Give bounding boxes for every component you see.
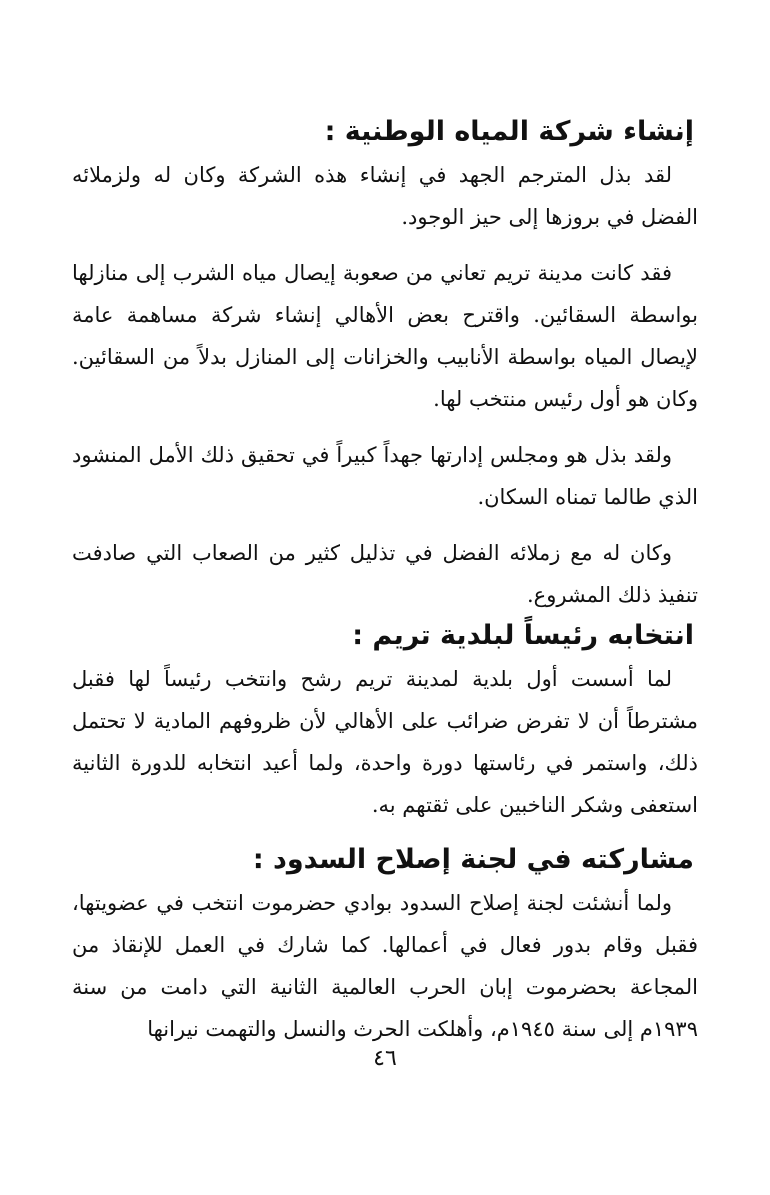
paragraph: ولقد بذل هو ومجلس إدارتها جهداً كبيراً في تحقيق ذلك الأمل المنشود الذي طالما تمناه السكان. <box>72 443 698 509</box>
paragraph: وكان له مع زملائه الفضل في تذليل كثير من الصعاب التي صادفت تنفيذ ذلك المشروع. <box>72 541 698 607</box>
paragraph: فقد كانت مدينة تريم تعاني من صعوبة إيصال مياه الشرب إلى منازلها بواسطة السقائين. واقترح بعض الأهالي إنشاء شركة مساهمة عامة لإيصال المياه بواسطة الأنابيب والخزانات إلى المنازل بدلاً من السقائين. وكان هو أول رئيس منتخب لها. <box>72 261 698 411</box>
page-number: ٤٦ <box>373 1046 397 1071</box>
book-page <box>72 112 698 1050</box>
section-heading-municipality: انتخابه رئيساً لبلدية تريم : <box>352 620 694 651</box>
paragraph: ولما أنشئت لجنة إصلاح السدود بوادي حضرموت انتخب في عضويتها، فقبل وقام بدور فعال في أعمالها. كما شارك في العمل للإنقاذ من المجاعة بحضرموت إبان الحرب العالمية الثانية التي دامت من سنة ١٩٣٩م إلى سنة ١٩٤٥م، وأهلكت الحرث والنسل والتهمت نيرانها <box>72 891 698 1041</box>
section-heading-dams-committee: مشاركته في لجنة إصلاح السدود : <box>252 844 694 875</box>
paragraph: لما أسست أول بلدية لمدينة تريم رشح وانتخب رئيساً لها فقبل مشترطاً أن لا تفرض ضرائب على الأهالي لأن ظروفهم المادية لا تحتمل ذلك، واستمر في رئاستها دورة واحدة، ولما أعيد انتخابه للدورة الثانية استعفى وشكر الناخبين على ثقتهم به. <box>72 667 698 817</box>
section-heading-water-company: إنشاء شركة المياه الوطنية : <box>324 116 694 147</box>
paragraph: لقد بذل المترجم الجهد في إنشاء هذه الشركة وكان له ولزملائه الفضل في بروزها إلى حيز الوجود. <box>72 163 698 229</box>
